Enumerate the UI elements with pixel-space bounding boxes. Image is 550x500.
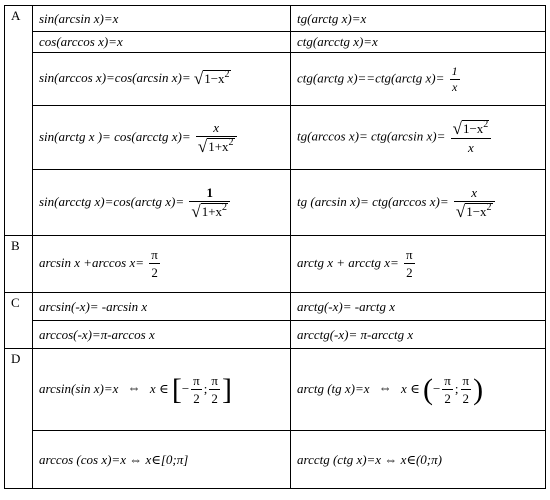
identity-sin-arccos: sin(arccos x)=cos(arcsin $x)= √1-x^2$ (33, 53, 291, 106)
section-label-d: D (5, 349, 33, 489)
section-label-c: C (5, 293, 33, 349)
section-label-b: B (5, 236, 33, 293)
fraction-pi-over-2: $\frac{\pi}{2}$ (211, 372, 218, 406)
identity-tg-arctg: tg(arctg x)=x (291, 6, 546, 32)
fraction: $\frac{√1-x^2}{x}$ (451, 119, 492, 156)
fraction-pi-over-2: $\frac{\pi}{2}$ (193, 372, 200, 406)
identity-arcctg-neg: arcctg(-x)= π-arcctg x (291, 321, 546, 349)
fraction-pi-over-2: $\frac{\pi}{2}$ (406, 247, 413, 280)
identity-tg-arcsin: tg (arcsin x)= ctg(arccos x)= $\frac{x}{√1-x^2}$ (291, 170, 546, 236)
fraction: $\frac{1}{√1+x^2}$ (189, 185, 230, 221)
fraction: $\frac{x}{√1-x^2}$ (454, 185, 495, 221)
identity-arccos-cos: arccos (cos x)=x ⇔ x∈[0;π] (33, 431, 291, 489)
identity-arcsin-neg: arcsin(-x)= -arcsin x (33, 293, 291, 321)
identity-ctg-arctg: ctg(arctg x)==ctg(arctg x)= $\frac{1}{x}$ (291, 53, 546, 106)
identity-cos-arccos: cos(arccos x)=x (33, 32, 291, 53)
identity-tg-arccos: tg(arccos x)= ctg(arcsin x)= $\frac{√1-x^2}{x}$ (291, 106, 546, 170)
identity-arcsin-plus-arccos: arcsin x +arccos x= $\frac{\pi}{2}$ (33, 236, 291, 293)
identity-arctg-plus-arcctg: arctg x + arcctg x= $\frac{\pi}{2}$ (291, 236, 546, 293)
fraction-pi-over-2: $\frac{\pi}{2}$ (462, 372, 470, 406)
identity-sin-arcsin: sin(arcsin x)=x (33, 6, 291, 32)
identity-arccos-neg: arccos(-x)=π-arccos x (33, 321, 291, 349)
identity-arcsin-sin: arcsin(sin x)=x ⇔ x ∈ [− $\frac{\pi}{2}$ ; $\frac{\pi}{2}$ ] (33, 349, 291, 431)
identity-arctg-neg: arctg(-x)= -arctg x (291, 293, 546, 321)
identity-arcctg-ctg: arcctg (ctg x)=x ⇔ x∈(0;π) (291, 431, 546, 489)
identity-ctg-arcctg: ctg(arcctg x)=x (291, 32, 546, 53)
fraction: $\frac{x}{√1+x^2}$ (196, 120, 237, 156)
identity-sin-arctg: sin(arctg x )= cos(arcctg x)= $\frac{x}{√1+x^2}$ (33, 106, 291, 170)
identity-arctg-tg: arctg (tg x)=x ⇔ x ∈ (− $\frac{\pi}{2}$ ; $\frac{\pi}{2}$ ) (291, 349, 546, 431)
trig-identities-table (4, 5, 546, 489)
fraction-pi-over-2: $\frac{\pi}{2}$ (444, 372, 451, 406)
identity-sin-arcctg: sin(arcctg x)=cos(arctg x)= $\frac{1}{√1+x^2}$ (33, 170, 291, 236)
fraction-pi-over-2: $\frac{\pi}{2}$ (151, 247, 158, 280)
section-label-a: A (5, 6, 33, 236)
sqrt-expression: $√1-x^2$ (193, 69, 230, 88)
fraction: $\frac{1}{x}$ (451, 63, 458, 94)
